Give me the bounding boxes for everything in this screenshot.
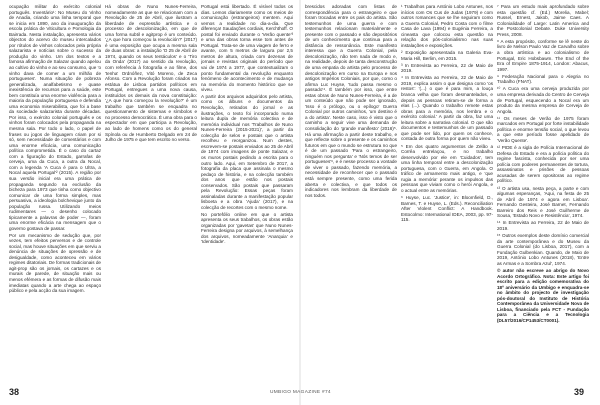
footnote: ¹⁵ Outros exemplos deste domínio comercial da arte contemporânea e do Museu da Guerra Colonial (do Lisboa, 2017), com a Fundação Gulbenkian. Quando, de Maio de 2019, António Lobo Antunes (2018), 'Entre as Armas e a Sombra Azul', 1974. bbox=[497, 233, 589, 266]
footnote: ⁸ A esta propósito, conforme se lê neste do livro de Nelson Paulo Vaz de Carvalho sobre a obra artística e ao colonialismo de Portugal, Eric Hobsbawm. The End of the Era of Empire 1875-1914, London: Abacus, 1997. bbox=[497, 38, 589, 72]
footnote: ¹ Trabalhos para António Lobo Antunes, nos inícios com Os Cus de Judas (1979) e com outros romances que se lhe seguiram como a Guerra Colonial, Pedro Costa com o filme Casa de Lava (1994) e Eugénia Ferreira, a cineasta que colocou esta questão na relação dos pós-colonialismo nas suas instalações e exposições. bbox=[401, 4, 493, 48]
paragraph: ocupação militar do exército colonial português. Inventário¹: No Museu do Vinho de Anadia, criando uma linha temporal que se inicia em 1890, ano da inauguração da escola prática de Viticultura e Pomologia da Bairrada. Nesta instalação, apresenta vários objectos do acervo do museu intercalados por rótulos de vinhos colocados pela própria salazarista e notícias sobre o sucesso da produção do vinho. Um dos textos e a famosa afirmação de Salazar quando apelou ao cultivo do vinho e ao seu consumo, que 'o vinho dava de comer a um milhão de portugueses'. Numa situação de pobreza generalizada, analfabetismo e quase inexistência de recursos para a saúde, este bem constituía uma enorme violência para a maioria da população portuguesa e defendia uma economia miserabilista, que foi a base da sociedade salazarista durante décadas. Por isso, o exército colonial português e os vinhos foram colocados pela propaganda na mesma sala. Por todo o lado, o papel de frases ou jogos de linguagem criam por si só, sem necessidade de comentários e com uma enorme eficácia, uma comunicação política comprometida. É o caso do cartaz com a figuração do Estado, garrafas de cerveja, uma da Cuca, a outra da Nocal, com a legenda 'A Cuca é para o Ultra, a Nocal aquela Portugal'² (2015). A região por sua versão inicial era uma prática de propaganda segundo na exclusão da bicheza para 1973 que tinha como objectivo comunicar de uma forma simples, mas persuasiva, a ideologia bolchevique junto da população russa. Utilizando meios rudimentares — o desenho colocado tipicamente a palavras de poder —, foram uma enorme eficácia na mensagem que o governo gostava de passar. bbox=[9, 4, 101, 231]
page-number-left: 38 bbox=[9, 387, 20, 397]
page-number-right: 39 bbox=[574, 387, 585, 397]
paragraph: No portefólio online em que o artista apresenta os seus trabalhos, os obras estão organizadas por 'gavetas' que Nuno Nunes-Ferreira designa por arquivos, à semelhança dos arquivos, nomeadamente 'Anarquia' e 'Identidade'. bbox=[201, 211, 293, 245]
footnote: ¹² PIDE é a sigla de Polícia Internacional de Defesa do Estado e era a polícia política do regime fascista, conhecida por ser uma polícia com poderes permanentes de tortura, assassinatos e prisões de pessoas acusadas de serem opositoras ao regime político. bbox=[497, 145, 589, 184]
page-footer bbox=[0, 387, 600, 401]
footnote: ² Exposição apresentada na Galeria Eva-Maria Hill, Berlim, em 2015. bbox=[401, 49, 493, 61]
right-page-column-1 bbox=[305, 4, 397, 376]
footnote: ¹⁴ In Entrevista ao Ferreira, 22 de Maio de 2019. bbox=[497, 220, 589, 231]
footnote: ¹⁰ A Cuca era uma cerveja produzida por uma empresa derivada do Centro de Cerveja de Portugal, esquecendo a Nocal era um produto da mesma empresa de Cerveja de Angola. bbox=[497, 86, 589, 114]
footnotes-column-2 bbox=[497, 4, 589, 376]
footnote: ⁴ In Entrevista ao Ferreira, 22 de Maio de 2019, explica assim o que designa como 'os restos': '(...) o que é para mim, a louça branca velha que foram desmantelados, e depois as pessoas retiram-se de forma a elas (...). Quando o trabalho remete estas obras para a memória, nos lembra e o exército colonial.' A partir da obra, faz uma leitura sobre a narrativa colonial. O que são documentos e testemunhos de um passado que pode ser lido, por quem os conhece, contada de outra forma por quem não viveu. bbox=[401, 75, 493, 142]
footnote: ⁹ Federação Nacional para o Alegria no Trabalho (FNAT). bbox=[497, 73, 589, 85]
left-page-column-2 bbox=[105, 4, 197, 376]
footnote: ⁶ Huyse, Luc. 'Justice', in: Bloomfield, D., Barnes, T. e Huyse, L. (Eds.). Reconciliation After Violent Conflict: A Handbook. Estocolmo: International IDEA, 2003, pp. 97-115. bbox=[401, 195, 493, 223]
footnote: ⁷ Para um estudo mais aprofundado sobre esta questão cf. (Ed.) Morelia, Mabel; Russel, Ernest, Jakob, Jaime Caes. A Colonialidade of Large: Latin America and the Postcolonial Debate. Duke University Press, 2008. bbox=[497, 4, 589, 37]
left-page-column-1 bbox=[9, 4, 101, 376]
magazine-title: UMBIGO MAGAZINE #74 bbox=[270, 390, 331, 395]
left-page bbox=[0, 0, 299, 405]
paragraph: brescidos adoradas com listas de correspondência para o estrangeiro e que foram trocadas entre os pais do artista. São testemunhos de uma guerra e com testemunhos relacionam materialmente e presente com o passado e são depositórios de um conhecimento que continua para a distância de ressonância. Este manifesto interessa que a Guerra Colonial, pela descolonização, não tem nada de modo e, na realidade, depois de tanta desconstrução de uma empatia do artista pelo processo de descolonização em curso na Europa e nos antigos Impérios Coloniais, por que, como o afirma Luc Huyse, 'tudo passa mesmo o passado'⁴. É também por isso, que entre estas obras de Nuno Nunes-Ferreira, é a de um conteúdo que não pode ser ignorado, 'Isso é o prólogo, ou o epílogo' Guerra Colonial por outros caminhos, 'um destino é a do artista'. Neste caso, isso é visto que o caminho a seguir vive uma demanda de consolidação do 'grande manifesto' (2016)⁵. Há uma afirmação a partir deste trabalho, e que reflecte sobre o presente e os caminhos futuros em que o mundo se estrutura no que é de um passado 'Para o estrangeiro, ninguém nos pergunta' e 'Nós temos de ser portugueses'⁶, e é nesse processo a vontade de viver o passado, fazendo memória, a necessidade de reconhecer que o passado está sempre presente, como uma ferida aberta e colectiva, e que todos os indicadores nos lembram da liberdade de nos todos. bbox=[305, 4, 397, 198]
paragraph: Portugal está libertado. É visível todos os dias. Lemos diariamente como os meios de comunicação (estrangeiros) mentem. Aqui vemos a realidade no dia-a-dia. Que diferença! Saudações cordiais, Kerchthoff. O postal foi enviado durante o 'Verão quente'³ e uma das obras torna esse tom antes de Portugal. Trata-se de uma viagem de ferro e avante, com 5 metros de largura por 2,5 metros de altura, criada com dezenas de jornais e revistas originais do período que vai de 1974 a 1977, que contextualizam o ponto fundamental da revolução enquanto fenómeno de acontecimento e de mudança na memória do momento histórico que se viveu. bbox=[201, 4, 293, 93]
footnote: ¹³ O artista usa, nesta peça, a parte e com algumas esperanças, 'Aqui, na festa de 25 de Abril de 1974 e agora em Lisboa'. Fernando Gesteira, José Barnet, Fernando Barreiro dos Reis e José Guilherme de Sousa, 'Estado Novo e Resistência', 1974. bbox=[497, 185, 589, 219]
paragraph: Por um mecanismo de sedução que, por vezes, tem efeitos perversos e de controle social, mas houve situações em que serviu a denúncia de situações de opressão e de desigualdade, como aconteceu em vários regimes ditatoriais. De formas tradicionais de agit-prop são os jornais, os cartazes e os murais de parede, de situação mais ou menos efémera e as formas de difusão mais imediatas quando a arte chega ao espaço público e pela acção da sua imagem. bbox=[9, 232, 101, 294]
footnote: ³ In Entrevista ao Ferreira, 22 de Maio de 2019. bbox=[401, 62, 493, 74]
right-page bbox=[301, 0, 600, 405]
paragraph: A partir dos arquivos adquiridos pelo artista, como os álbuns e documentos da Revolução, retirados do jornal e as ilustrações, o texto foi incorporado numa leitura dupla de memória colectiva e de memória individual nos 'Trabalhos de Nuno Nunes-Ferreira (2015-2021)', a partir da colecção de selos e postais que o artista recolheu e reorganizou. Num destes, escrevem-se postais enviados ao 25 de Abril de 1974 com imagens de ponte Salazar, e os muros postais pedindo a escrita para o outro lado. Aqui, em Setembro de 2017, a fotografia da placa que assinala o mesmo pedaço de história, e na colecção também dos anos que estão nos postais conservados. São postais que passaram pela Revolução: Essas peças foram assinaladas durante a manifestação popular lisboeta e a obra 'Ajuda' (2017), e na colecção de recortes com o mesmo nome. bbox=[201, 93, 293, 210]
author-note: © autor não escreve ao abrigo do Novo Acordo Ortográfico. Nota: Este artigo foi escrito para a edição comemorativa do 18º aniversário da Umbigo e enquadra-se no âmbito do projecto de investigação pós-doutoral do Instituto de História Contemporânea da Universidade Nova de Lisboa, financiado pela FCT - Fundação para a Ciência e a Tecnologia (DL57/2016/CP1453/CT0001). bbox=[497, 267, 589, 323]
paragraph: Há obras de Nuno Nunes-Ferreira, nomeadamente as que se relacionam com a Revolução de 25 de Abril, que ilustram a liberdade de expressão artística e o processo de descolonização, em que de uma forma subtil e agitprop é um conteúdo. '¿A que hora começou la revolución?' (2017) é uma exposição que ocupa a mesma sala de duas obras: a instalação 'O 25 de Abril de 1974, quando os seus tentáculos' e o 'Tiro da Onda' (2017) ao sentido da revolução, com referência à fotografia e ao filme, dos 'tenha' Ordnóñez, Vitó Moreno, de Zeca Afonso. Com a Revolução foram criados na estátua de Lisboa partidos políticos em Portugal, entregues a uma nova causa, instituídos os demais da nova constituição: '¿A que hora começou la revolução?' é um trabalho que também se enquadra no questionamento de sistemas e símbolos e no processo democrático. É uma obra para o espectador em que participa a Revolução, ao lado de homens como os do general Spínola ou de Humberto Delgado em 24 de Julho de 1975 e que tem escrito no verso. bbox=[105, 4, 197, 143]
footnote: ¹¹ Os meses de Verão de 1975 foram marcados em Portugal por forte instabilidade política e enorme tensão social, o que levou a que este período fosse apelidado de 'Verão Quente'. bbox=[497, 115, 589, 143]
footnote: ⁵ Em dos quatro argumentos de Zelão a Corrêa entrelaçou, e no trabalho desenvolvido por ele em 'Cuidados', tem uma linha temporal entre a descolonização portuguesa, com o Guerra, em Angola. O tráfico de armamento mais antigo, e 'que rugia a memória' perante os impulsos das pessoas que viviam como o herói Angola, e o actual entre as memórias. bbox=[401, 143, 493, 193]
footnotes-column-1 bbox=[401, 4, 493, 376]
left-page-column-3 bbox=[201, 4, 293, 376]
